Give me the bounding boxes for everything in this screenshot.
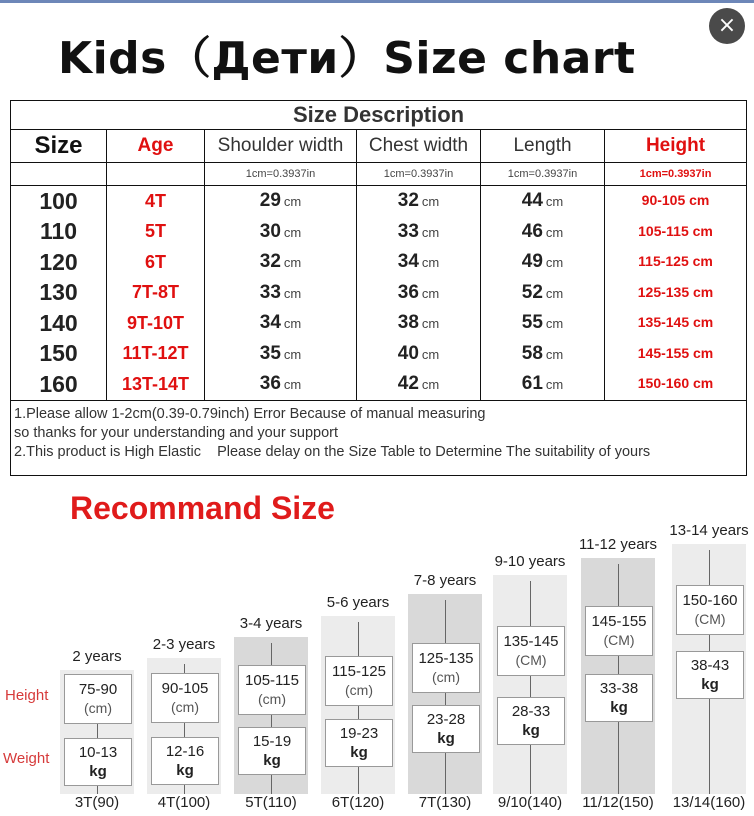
- row-unit: cm: [283, 346, 302, 362]
- table-row: [11, 369, 747, 400]
- height-unit: (cm): [171, 699, 199, 715]
- weight-unit: kg: [522, 722, 540, 739]
- weight-unit: kg: [263, 752, 281, 769]
- row-shoulder: 29: [259, 190, 281, 212]
- row-shoulder: 30: [259, 220, 281, 242]
- weight-range: 12-16: [165, 743, 205, 760]
- row-unit: cm: [545, 194, 564, 210]
- row-unit: cm: [545, 346, 564, 362]
- weight-range-box: [151, 737, 219, 785]
- row-age: 7T-8T: [131, 282, 179, 303]
- table-row: [11, 186, 747, 217]
- unit-length: 1cm=0.3937in: [481, 163, 605, 186]
- column-divider: [445, 600, 446, 794]
- row-size: 140: [39, 309, 78, 336]
- note-line: so thanks for your understanding and your support: [14, 424, 339, 441]
- weight-range-box: [585, 674, 653, 722]
- size-rows: [11, 186, 747, 401]
- header-shoulder: Shoulder width: [205, 130, 357, 163]
- row-length: 58: [521, 342, 543, 364]
- unit-shoulder: 1cm=0.3937in: [205, 163, 357, 186]
- height-range: 150-160: [682, 592, 738, 609]
- column-divider: [358, 622, 359, 794]
- height-label: Height: [5, 687, 49, 704]
- size-label: 6T(120): [331, 794, 385, 811]
- row-unit: cm: [283, 377, 302, 393]
- row-shoulder: 33: [259, 281, 281, 303]
- size-label: 7T(130): [418, 794, 472, 811]
- row-unit: cm: [421, 224, 440, 240]
- row-height: 135-145 cm: [637, 314, 714, 331]
- header-length: Length: [481, 130, 605, 163]
- height-unit: (cm): [345, 682, 373, 698]
- age-years-label: 7-8 years: [413, 572, 477, 589]
- recommend-title: Recommand Size: [70, 490, 335, 526]
- row-unit: cm: [421, 194, 440, 210]
- age-years-label: 2-3 years: [152, 636, 216, 653]
- height-range: 125-135: [418, 650, 474, 667]
- age-years-label: 2 years: [72, 648, 122, 665]
- age-years-label: 11-12 years: [578, 536, 658, 553]
- size-label: 5T(110): [245, 794, 297, 811]
- weight-unit: kg: [89, 763, 107, 780]
- table-caption: Size Description: [11, 101, 747, 130]
- table-row: [11, 278, 747, 309]
- height-unit: (cm): [258, 691, 286, 707]
- weight-range-box: [676, 651, 744, 699]
- row-age: 4T: [144, 190, 166, 211]
- height-range-box: [238, 665, 306, 715]
- weight-range-box: [497, 697, 565, 745]
- row-unit: cm: [283, 224, 302, 240]
- weight-range: 19-23: [339, 725, 379, 742]
- header-height: Height: [605, 130, 747, 163]
- row-chest: 36: [397, 281, 419, 303]
- height-range-box: [412, 643, 480, 693]
- table-notes: [11, 400, 747, 475]
- note-line: 2.This product is High Elastic Please delay on the Size Table to Determine The suitability of yours: [14, 443, 651, 460]
- row-unit: cm: [283, 316, 302, 332]
- height-unit: (CM): [694, 611, 726, 627]
- weight-range-box: [412, 705, 480, 753]
- height-unit: (CM): [603, 632, 635, 648]
- row-unit: cm: [421, 285, 440, 301]
- row-unit: cm: [421, 346, 440, 362]
- note-line: 1.Please allow 1-2cm(0.39-0.79inch) Error Because of manual measuring: [14, 405, 486, 422]
- row-size: 110: [39, 218, 78, 245]
- row-unit: cm: [283, 194, 302, 210]
- weight-range: 10-13: [78, 744, 118, 761]
- weight-label: Weight: [3, 750, 50, 767]
- row-chest: 32: [397, 190, 419, 212]
- size-label: 3T(90): [74, 794, 120, 811]
- row-height: 145-155 cm: [637, 344, 714, 361]
- row-unit: cm: [283, 285, 302, 301]
- age-years-label: 9-10 years: [494, 553, 566, 570]
- weight-range: 15-19: [252, 733, 292, 750]
- row-chest: 34: [397, 251, 419, 273]
- row-length: 46: [521, 220, 543, 242]
- weight-range-box: [238, 727, 306, 775]
- height-range: 90-105: [161, 680, 209, 697]
- row-age: 5T: [144, 221, 166, 242]
- row-size: 150: [39, 340, 78, 367]
- height-range: 75-90: [78, 681, 118, 698]
- size-label: 9/10(140): [497, 794, 563, 811]
- row-unit: cm: [545, 316, 564, 332]
- row-unit: cm: [545, 285, 564, 301]
- row-height: 115-125 cm: [638, 253, 713, 270]
- height-range: 105-115: [245, 672, 299, 689]
- height-range-box: [64, 674, 132, 724]
- weight-unit: kg: [176, 762, 194, 779]
- height-range: 115-125: [332, 663, 386, 680]
- page-title: Kids（Дети）Size chart: [58, 33, 636, 84]
- weight-range-box: [325, 719, 393, 767]
- weight-unit: kg: [701, 676, 719, 693]
- row-chest: 40: [397, 342, 419, 364]
- header-size: Size: [11, 130, 107, 163]
- height-unit: (cm): [84, 700, 112, 716]
- height-range-box: [497, 626, 565, 676]
- table-row: [11, 247, 747, 278]
- unit-age: [107, 163, 205, 186]
- row-length: 55: [521, 312, 543, 334]
- row-size: 130: [39, 279, 78, 306]
- table-row: [11, 308, 747, 339]
- weight-range: 33-38: [599, 680, 639, 697]
- row-unit: cm: [421, 377, 440, 393]
- weight-unit: kg: [610, 699, 628, 716]
- row-unit: cm: [545, 377, 564, 393]
- weight-unit: kg: [350, 744, 368, 761]
- height-unit: (cm): [432, 669, 460, 685]
- row-height: 150-160 cm: [637, 375, 714, 392]
- header-age: Age: [107, 130, 205, 163]
- row-height: 90-105 cm: [641, 192, 710, 209]
- age-years-label: 13-14 years: [669, 522, 749, 539]
- age-years-label: 5-6 years: [326, 594, 390, 611]
- height-range: 135-145: [503, 633, 559, 650]
- row-unit: cm: [545, 224, 564, 240]
- row-age: 13T-14T: [121, 373, 190, 394]
- row-age: 6T: [144, 251, 166, 272]
- close-icon[interactable]: ×: [709, 8, 745, 44]
- row-height: 105-115 cm: [638, 222, 713, 239]
- unit-chest: 1cm=0.3937in: [357, 163, 481, 186]
- age-years-label: 3-4 years: [239, 615, 303, 632]
- weight-unit: kg: [437, 730, 455, 747]
- row-chest: 42: [397, 373, 419, 395]
- unit-height: 1cm=0.3937in: [605, 163, 747, 186]
- height-unit: (CM): [515, 652, 547, 668]
- row-size: 160: [39, 370, 78, 397]
- header-chest: Chest width: [357, 130, 481, 163]
- unit-size: [11, 163, 107, 186]
- size-label: 13/14(160): [672, 794, 746, 811]
- weight-range: 38-43: [690, 657, 730, 674]
- column-divider: [530, 581, 531, 794]
- table-row: [11, 339, 747, 370]
- table-row: [11, 217, 747, 248]
- row-length: 52: [521, 281, 543, 303]
- size-table: [10, 100, 747, 476]
- row-chest: 33: [397, 220, 419, 242]
- height-range-box: [325, 656, 393, 706]
- row-length: 61: [521, 373, 543, 395]
- row-size: 100: [39, 187, 78, 214]
- row-unit: cm: [283, 255, 302, 271]
- height-range-box: [585, 606, 653, 656]
- height-range-box: [676, 585, 744, 635]
- weight-range: 23-28: [426, 711, 466, 728]
- row-shoulder: 32: [259, 251, 281, 273]
- weight-range: 28-33: [511, 703, 551, 720]
- row-age: 11T-12T: [122, 343, 189, 364]
- height-range-box: [151, 673, 219, 723]
- row-length: 44: [521, 190, 543, 212]
- row-unit: cm: [545, 255, 564, 271]
- size-label: 11/12(150): [582, 794, 654, 811]
- row-size: 120: [39, 248, 78, 275]
- row-height: 125-135 cm: [637, 283, 714, 300]
- row-chest: 38: [397, 312, 419, 334]
- height-range: 145-155: [591, 613, 647, 630]
- row-length: 49: [521, 251, 543, 273]
- row-shoulder: 34: [259, 312, 281, 334]
- row-unit: cm: [421, 316, 440, 332]
- size-label: 4T(100): [157, 794, 211, 811]
- weight-range-box: [64, 738, 132, 786]
- row-shoulder: 35: [259, 342, 281, 364]
- row-age: 9T-10T: [126, 312, 185, 333]
- row-unit: cm: [421, 255, 440, 271]
- top-border: [0, 0, 754, 3]
- row-shoulder: 36: [259, 373, 281, 395]
